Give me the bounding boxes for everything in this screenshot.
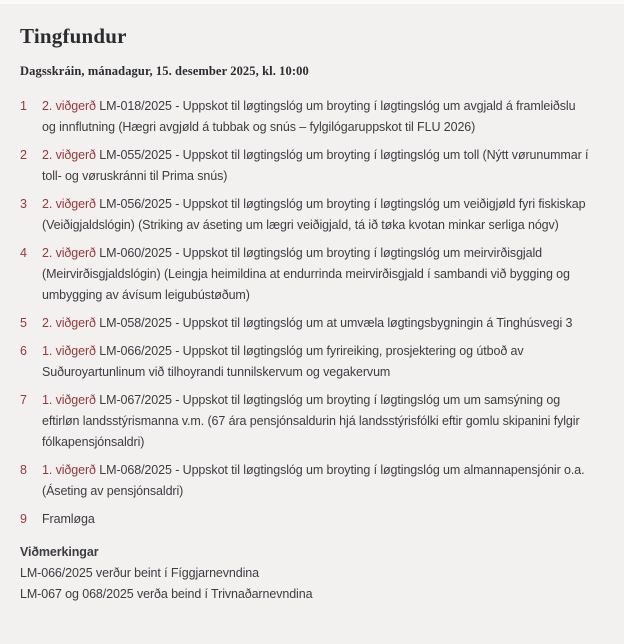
agenda-list xyxy=(20,96,606,530)
agenda-item-text xyxy=(42,145,590,187)
agenda-item-number: 6 xyxy=(20,344,27,359)
agenda-item-text xyxy=(42,460,590,502)
agenda-item-title: LM-060/2025 - Uppskot til løgtingslóg um broyting í løgtingslóg um meirvirðisgjald (Meirvirðisgjaldslógin) (Leingja heimildina at endurrinda meirvirðisgjald í sambandi við bygging og umbygging av ávísum leigubústøðum) xyxy=(42,246,570,303)
agenda-item-title: LM-018/2025 - Uppskot til løgtingslóg um broyting í løgtingslóg um avgjald á framleiðslu og innflutning (Hægri avgjøld á tubbak og snús – fylgilógaruppskot til FLU 2026) xyxy=(42,99,576,135)
remarks-heading: Viðmerkingar xyxy=(20,545,99,560)
agenda-item-title: LM-068/2025 - Uppskot til løgtingslóg um broyting í løgtingslóg um almannapensjónir o.a. (Áseting av pensjónsaldri) xyxy=(42,463,585,499)
agenda-item xyxy=(20,313,606,334)
agenda-item-number: 3 xyxy=(20,197,27,212)
agenda-item-text xyxy=(42,96,590,138)
agenda-item-number: 7 xyxy=(20,393,27,408)
page-title: Tingfundur xyxy=(20,24,127,48)
agenda-item-text xyxy=(42,341,590,383)
agenda-item-title: LM-056/2025 - Uppskot til løgtingslóg um broyting í løgtingslóg um veiðigjøld fyri fiskiskap (Veiðigjaldslógin) (Striking av áseting um lægri veiðigjald, tá ið tøka kvotan minkar serliga nógv) xyxy=(42,197,586,233)
agenda-item-number: 2 xyxy=(20,148,27,163)
agenda-item-title: LM-055/2025 - Uppskot til løgtingslóg um broyting í løgtingslóg um toll (Nýtt vørunummar í toll- og vøruskránni til Prima snús) xyxy=(42,148,589,184)
agenda-item-title: LM-058/2025 - Uppskot til løgtingslóg um at umvæla løgtingsbygningin á Tinghúsvegi 3 xyxy=(99,316,573,331)
agenda-item-stage-link[interactable]: 2. viðgerð xyxy=(42,197,96,212)
agenda-item-stage-link[interactable]: 1. viðgerð xyxy=(42,463,96,478)
agenda-item-text xyxy=(42,390,590,453)
remarks-line: LM-066/2025 verður beint í Fíggjarnevndina xyxy=(20,566,260,581)
agenda-item xyxy=(20,509,606,530)
agenda-item xyxy=(20,460,606,502)
agenda-item-title: LM-066/2025 - Uppskot til løgtingslóg um fyrireiking, prosjektering og útboð av Suðuroyartunlinum við tilhoyrandi tunnilskervum og vegakervum xyxy=(42,344,524,380)
agenda-item-text xyxy=(42,243,590,306)
agenda-item xyxy=(20,390,606,453)
agenda-item-number: 5 xyxy=(20,316,27,331)
agenda-item xyxy=(20,341,606,383)
remarks-line: LM-067 og 068/2025 verða beind í Trivnaðarnevndina xyxy=(20,587,313,602)
agenda-item-title: Framløga xyxy=(42,512,95,527)
remarks-section xyxy=(20,542,606,605)
agenda-item-stage-link[interactable]: 2. viðgerð xyxy=(42,316,96,331)
agenda-item-number: 8 xyxy=(20,463,27,478)
agenda-item-text xyxy=(42,194,590,236)
agenda-item xyxy=(20,96,606,138)
agenda-item-stage-link[interactable]: 1. viðgerð xyxy=(42,393,96,408)
agenda-item xyxy=(20,243,606,306)
agenda-item-stage-link[interactable]: 1. viðgerð xyxy=(42,344,96,359)
agenda-item-title: LM-067/2025 - Uppskot til løgtingslóg um broyting í løgtingslóg um um samsýning og eftirløn landsstýrismanna v.m. (67 ára pensjónsaldurin hjá landsstýrisfólki eftir gomlu skipanini fylgir fólkapensjónsaldri) xyxy=(42,393,580,450)
agenda-item xyxy=(20,194,606,236)
agenda-item-stage-link[interactable]: 2. viðgerð xyxy=(42,148,96,163)
agenda-item-text xyxy=(42,509,95,530)
agenda-item xyxy=(20,145,606,187)
agenda-item-stage-link[interactable]: 2. viðgerð xyxy=(42,99,96,114)
agenda-item-number: 1 xyxy=(20,99,27,114)
agenda-item-stage-link[interactable]: 2. viðgerð xyxy=(42,246,96,261)
agenda-item-text xyxy=(42,313,572,334)
agenda-date-subtitle: Dagsskráin, mánadagur, 15. desember 2025, kl. 10:00 xyxy=(20,64,309,79)
agenda-item-number: 9 xyxy=(20,512,27,527)
agenda-page xyxy=(0,4,624,605)
agenda-item-number: 4 xyxy=(20,246,27,261)
